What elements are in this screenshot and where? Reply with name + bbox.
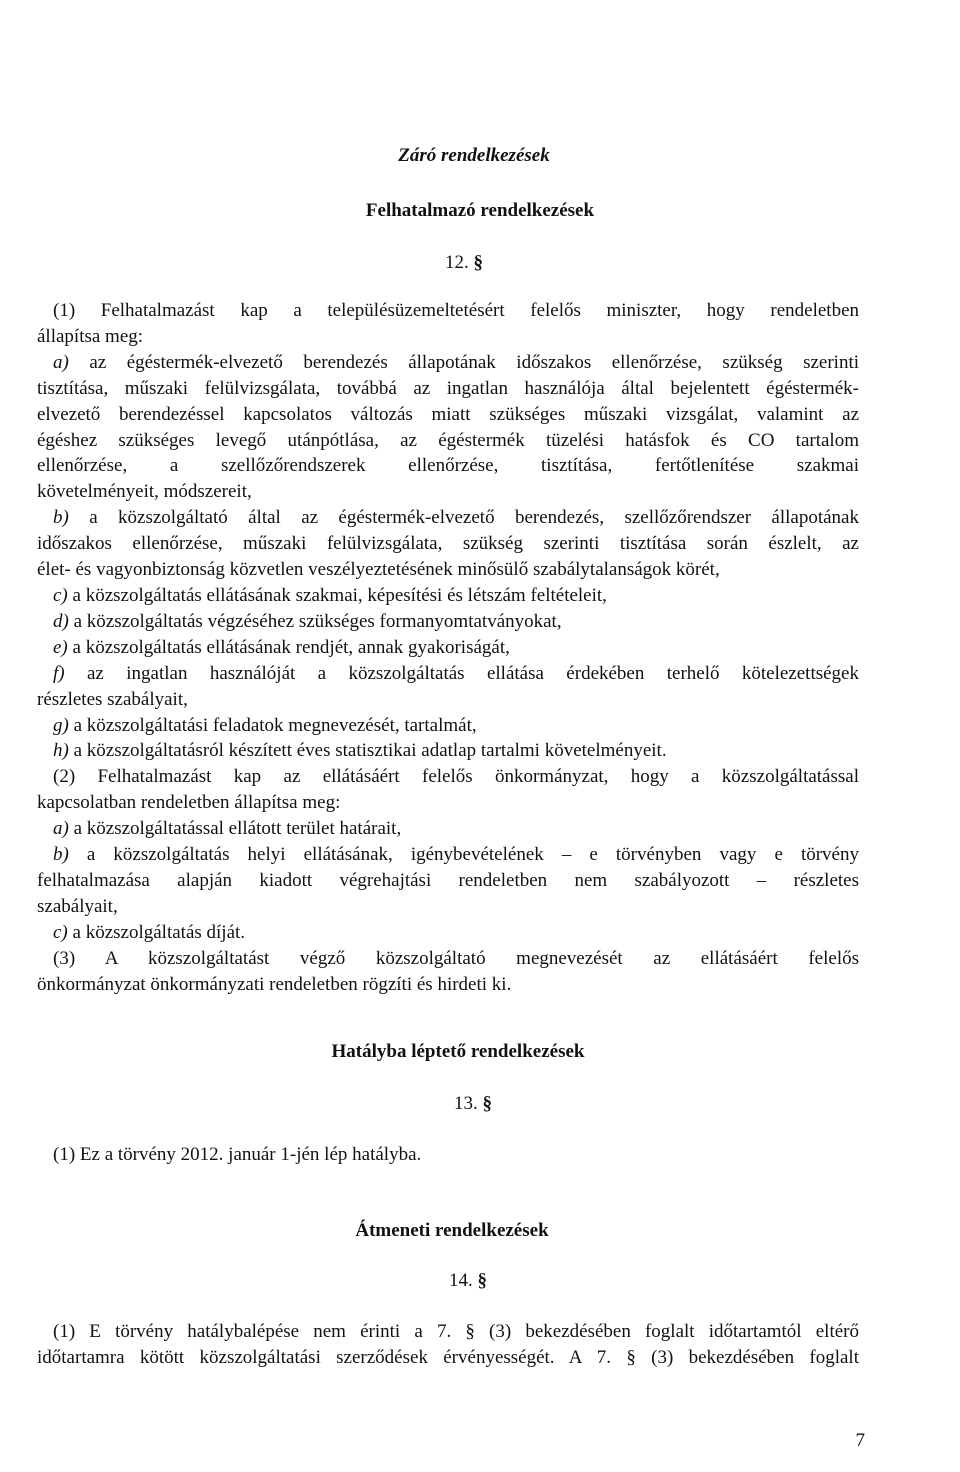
item-label: f) xyxy=(53,662,65,684)
text-line: kapcsolatban rendeletben állapítsa meg: xyxy=(37,792,341,814)
list-item-b xyxy=(37,842,859,868)
sub-heading-authorization: Felhatalmazó rendelkezések xyxy=(365,200,595,221)
section-14-body xyxy=(37,1319,859,1371)
text-line: tisztítása, műszaki felülvizsgálata, továbbá az ingatlan használója által bejelentett égéstermék- xyxy=(37,377,859,399)
text-line: (2) Felhatalmazást kap az ellátásáért felelős önkormányzat, hogy a közszolgáltatással xyxy=(53,766,859,788)
section-title: Záró rendelkezések xyxy=(398,145,550,166)
item-label: c) xyxy=(53,921,68,943)
list-item-f xyxy=(37,661,859,687)
section-13-body xyxy=(37,1142,859,1168)
section-12-body xyxy=(37,298,859,997)
paragraph-number: 14. xyxy=(449,1270,473,1291)
item-label: g) xyxy=(53,714,69,736)
text-line: önkormányzat önkormányzati rendeletben rögzíti és hirdeti ki. xyxy=(37,973,512,995)
item-label: b) xyxy=(53,507,69,529)
item-text: a közszolgáltatás helyi ellátásának, igénybevételének – e törvényben vagy e törvény xyxy=(68,844,859,866)
text-line: égéshez szükséges levegő utánpótlása, az égéstermék tüzelési hatásfok és CO tartalom xyxy=(37,429,859,451)
item-label: h) xyxy=(53,740,69,762)
sub-heading-entry-into-force: Hatályba léptető rendelkezések xyxy=(331,1041,585,1062)
text-line: (1) Felhatalmazást kap a településüzemeltetésért felelős miniszter, hogy rendeletben xyxy=(53,300,859,321)
item-text: a közszolgáltatás díját. xyxy=(67,921,246,943)
item-label: a) xyxy=(53,818,69,840)
text-line: állapítsa meg: xyxy=(37,325,144,347)
item-label: c) xyxy=(53,584,68,606)
item-text: a közszolgáltatás ellátásának szakmai, képesítési és létszám feltételeit, xyxy=(67,584,607,606)
paragraph-number-13 xyxy=(0,1093,953,1115)
item-text: a közszolgáltatási feladatok megnevezését, tartalmát, xyxy=(68,714,477,736)
list-item-h xyxy=(37,738,859,764)
text-line: (3) A közszolgáltatást végző közszolgáltató megnevezését az ellátásáért felelős xyxy=(53,947,859,969)
list-item-c xyxy=(37,920,859,946)
section-symbol: § xyxy=(482,1093,492,1114)
item-label: e) xyxy=(53,636,68,658)
paragraph-number: 12. xyxy=(445,252,469,273)
list-item-b xyxy=(37,505,859,531)
list-item-d xyxy=(37,609,859,635)
item-text: a közszolgáltatás végzéséhez szükséges formanyomtatványokat, xyxy=(68,610,562,632)
list-item-g xyxy=(37,713,859,739)
item-text: a közszolgáltatás ellátásának rendjét, annak gyakoriságát, xyxy=(67,636,510,658)
item-text: az égéstermék-elvezető berendezés állapotának időszakos ellenőrzése, szükség szerinti xyxy=(68,351,859,373)
item-text: az ingatlan használóját a közszolgáltatás ellátása érdekében terhelő kötelezettségek xyxy=(64,662,859,684)
text-line: részletes szabályait, xyxy=(37,688,188,710)
text-line: időtartamra kötött közszolgáltatási szerződések érvényességét. A 7. § (3) bekezdésében foglalt xyxy=(37,1346,859,1368)
sub-heading-transitional: Átmeneti rendelkezések xyxy=(355,1220,549,1241)
text-line: időszakos ellenőrzése, műszaki felülvizsgálata, szükség szerinti tisztítása során észlelt, az xyxy=(37,533,859,555)
paragraph-number-12 xyxy=(0,252,944,274)
item-label: d) xyxy=(53,610,69,632)
page-number: 7 xyxy=(855,1430,865,1451)
text-line: szabályait, xyxy=(37,895,118,917)
item-text: a közszolgáltatással ellátott terület határait, xyxy=(68,818,402,840)
text-line: (1) E törvény hatálybalépése nem érinti a 7. § (3) bekezdésében foglalt időtartamtól eltérő xyxy=(53,1321,859,1342)
list-item-e xyxy=(37,635,859,661)
text-line: (1) Ez a törvény 2012. január 1-jén lép hatályba. xyxy=(53,1144,422,1165)
item-text: a közszolgáltatásról készített éves statisztikai adatlap tartalmi követelményeit. xyxy=(68,740,667,762)
text-line: elvezető berendezéssel kapcsolatos változás miatt szükséges műszaki vizsgálat, valamint az xyxy=(37,403,859,425)
list-item-a xyxy=(37,816,859,842)
list-item-c xyxy=(37,583,859,609)
section-symbol: § xyxy=(477,1270,487,1291)
item-label: a) xyxy=(53,351,69,373)
item-text: a közszolgáltató által az égéstermék-elvezető berendezés, szellőzőrendszer állapotának xyxy=(68,507,859,529)
text-line: felhatalmazása alapján kiadott végrehajtási rendeletben nem szabályozott – részletes xyxy=(37,869,859,891)
section-symbol: § xyxy=(473,252,483,273)
text-line: követelményeit, módszereit, xyxy=(37,481,252,503)
text-line: élet- és vagyonbiztonság közvetlen veszélyeztetésének minősülő szabálytalanságok körét, xyxy=(37,559,720,581)
paragraph-number: 13. xyxy=(454,1093,478,1114)
list-item-a xyxy=(37,350,859,376)
text-line: ellenőrzése, a szellőzőrendszerek ellenőrzése, tisztítása, fertőtlenítése szakmai xyxy=(37,455,859,477)
item-label: b) xyxy=(53,844,69,866)
paragraph-number-14 xyxy=(0,1270,948,1292)
